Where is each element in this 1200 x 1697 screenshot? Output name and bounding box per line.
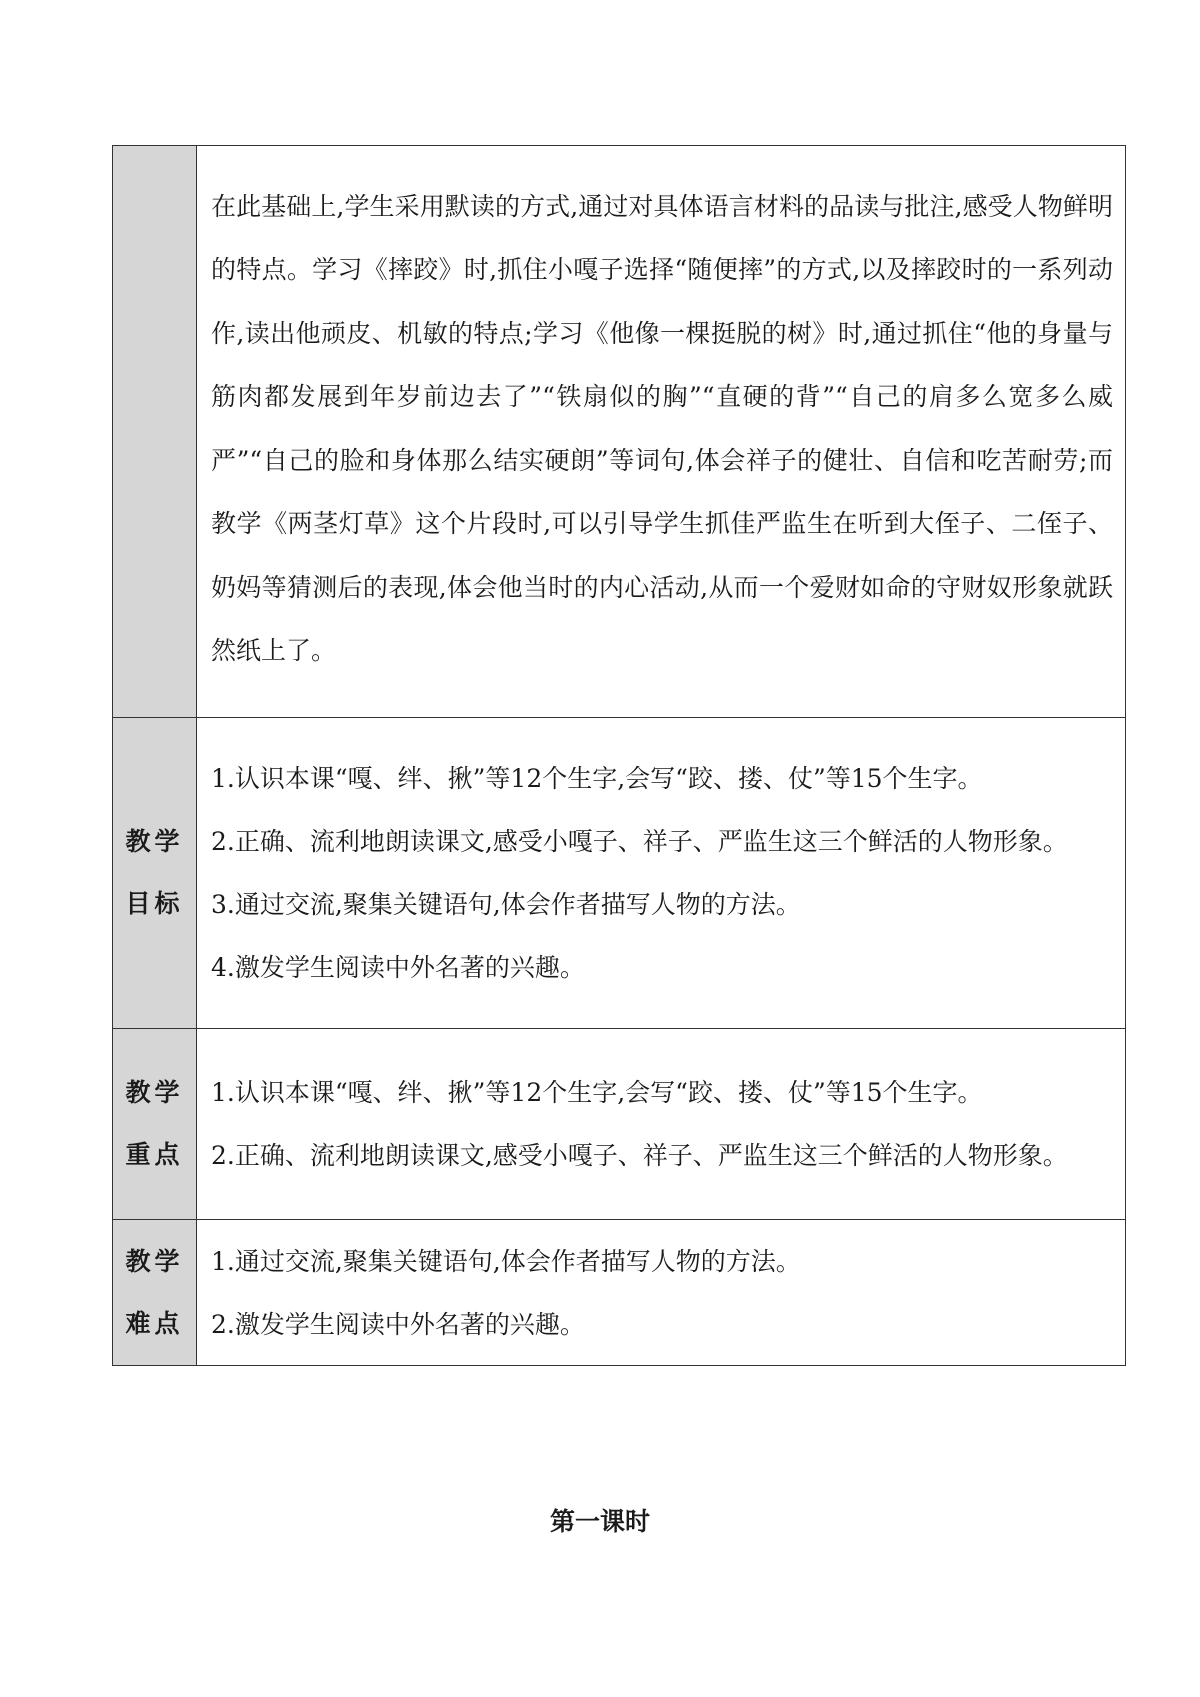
goal-item: 4.激发学生阅读中外名著的兴趣。: [211, 953, 585, 982]
section-heading: 第一课时: [549, 1507, 650, 1536]
goal-item: 1.认识本课“嘎、绊、揪”等12个生字,会写“跤、搂、仗”等15个生字。: [211, 764, 983, 793]
table-row-teaching-difficulties: [113, 1220, 1126, 1366]
table-row-teaching-goals: [113, 718, 1126, 1029]
label-hard-bottom: 难点: [125, 1308, 184, 1338]
intro-paragraph: 在此基础上,学生采用默读的方式,通过对具体语言材料的品读与批注,感受人物鲜明的特点。学习《摔跤》时,抓住小嘎子选择“随便摔”的方式,以及摔跤时的一系列动作,读出他顽皮、机敏的特点;学习《他像一棵挺脱的树》时,通过抓住“他的身量与筋肉都发展到年岁前边去了”“铁扇似的胸”“直硬的背”“自己的肩多么宽多么威严”“自己的脸和身体那么结实硬朗”等词句,体会祥子的健壮、自信和吃苦耐劳;而教学《两茎灯草》这个片段时,可以引导学生抓佳严监生在听到大侄子、二侄子、奶妈等猜测后的表现,体会他当时的内心活动,从而一个爱财如命的守财奴形象就跃然纸上了。: [211, 191, 1113, 665]
intro-text-cell: [197, 146, 1126, 718]
lesson-plan-table: [112, 145, 1126, 1366]
label-goals-bottom: 目标: [125, 889, 184, 918]
goals-content-cell: [197, 718, 1126, 1029]
key-points-content-cell: [197, 1029, 1126, 1220]
label-hard-top: 教学: [125, 1246, 184, 1276]
goal-item: 3.通过交流,聚集关键语句,体会作者描写人物的方法。: [211, 890, 801, 919]
difficulties-content-cell: [197, 1220, 1126, 1366]
label-cell-teaching-goals: [113, 718, 197, 1029]
table-row-teaching-key-points: [113, 1029, 1126, 1220]
label-goals-top: 教学: [125, 827, 184, 856]
label-cell-key-points: [113, 1029, 197, 1220]
difficulty-item: 2.激发学生阅读中外名著的兴趣。: [211, 1309, 585, 1339]
label-key-bottom: 重点: [125, 1140, 184, 1169]
key-point-item: 2.正确、流利地朗读课文,感受小嘎子、祥子、严监生这三个鲜活的人物形象。: [211, 1141, 1068, 1170]
table-row-intro: [113, 146, 1126, 718]
difficulty-item: 1.通过交流,聚集关键语句,体会作者描写人物的方法。: [211, 1246, 801, 1276]
key-point-item: 1.认识本课“嘎、绊、揪”等12个生字,会写“跤、搂、仗”等15个生字。: [211, 1078, 983, 1107]
label-cell-difficulties: [113, 1220, 197, 1366]
label-key-top: 教学: [125, 1078, 184, 1107]
label-cell-intro: [113, 146, 197, 718]
goal-item: 2.正确、流利地朗读课文,感受小嘎子、祥子、严监生这三个鲜活的人物形象。: [211, 827, 1068, 856]
